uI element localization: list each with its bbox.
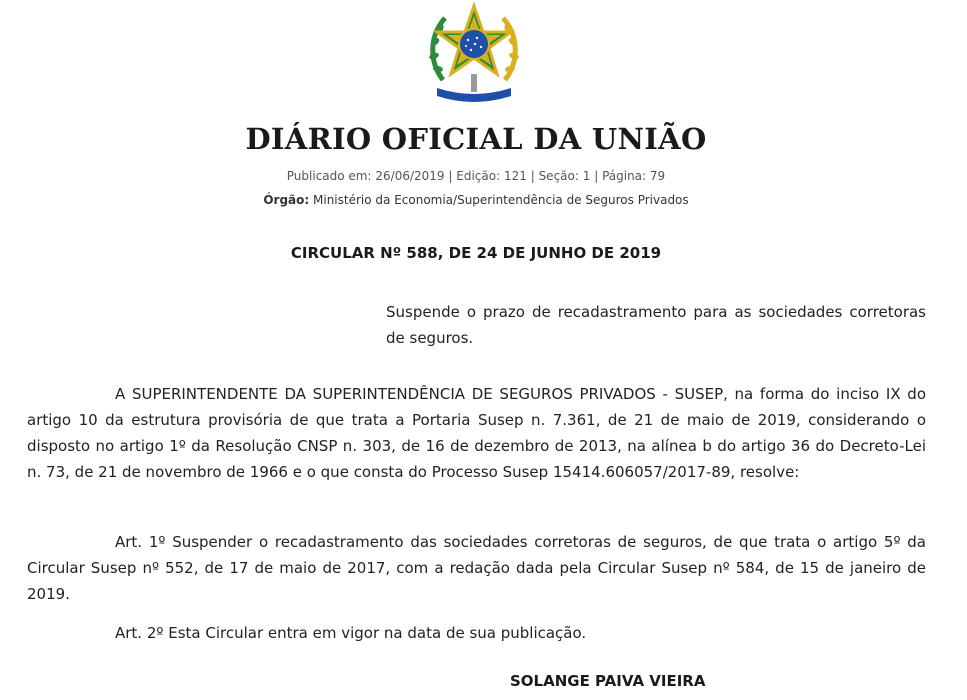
edition-number: 121 [503,169,527,183]
brazil-coat-of-arms-icon [421,2,527,106]
published-label: Publicado em: [286,169,372,183]
page-number: 79 [649,169,666,183]
published-date: 26/06/2019 [375,169,445,183]
organ-info [0,193,952,207]
section-number: 1 [582,169,591,183]
separator: | [448,169,453,183]
act-summary: Suspende o prazo de recadastramento para as sociedades corretoras de seguros. [386,303,926,347]
organ-label: Órgão: [263,193,310,207]
publication-info [0,169,952,183]
separator: | [530,169,535,183]
article-2-paragraph: Art. 2º Esta Circular entra em vigor na data de sua publicação. [115,624,587,642]
page-label: Página: [602,169,647,183]
preamble-paragraph: A SUPERINTENDENTE DA SUPERINTENDÊNCIA DE SEGUROS PRIVADOS - SUSEP, na forma do inciso IX do artigo 10 da estrutura provisória de que trata a Portaria Susep n. 7.361, de 21 de maio de 2019, considerando o disposto no artigo 1º da Resolução CNSP n. 303, de 16 de dezembro de 2013, na alínea b do artigo 36 do Decreto-Lei n. 73, de 21 de novembro de 1966 e o que consta do Processo Susep 15414.606057/2017-89, resolve: [27,385,926,481]
article-1-paragraph: Art. 1º Suspender o recadastramento das sociedades corretoras de seguros, de que trata o artigo 5º da Circular Susep nº 552, de 17 de maio de 2017, com a redação dada pela Circular Susep nº 584, de 15 de janeiro de 2019. [27,533,926,603]
separator: | [594,169,599,183]
signature-name: SOLANGE PAIVA VIEIRA [510,672,706,690]
masthead-title: DIÁRIO OFICIAL DA UNIÃO [245,122,707,156]
edition-label: Edição: [456,169,501,183]
act-title: CIRCULAR Nº 588, DE 24 DE JUNHO DE 2019 [290,244,662,262]
organ-name: Ministério da Economia/Superintendência de Seguros Privados [313,193,689,207]
section-label: Seção: [538,169,579,183]
